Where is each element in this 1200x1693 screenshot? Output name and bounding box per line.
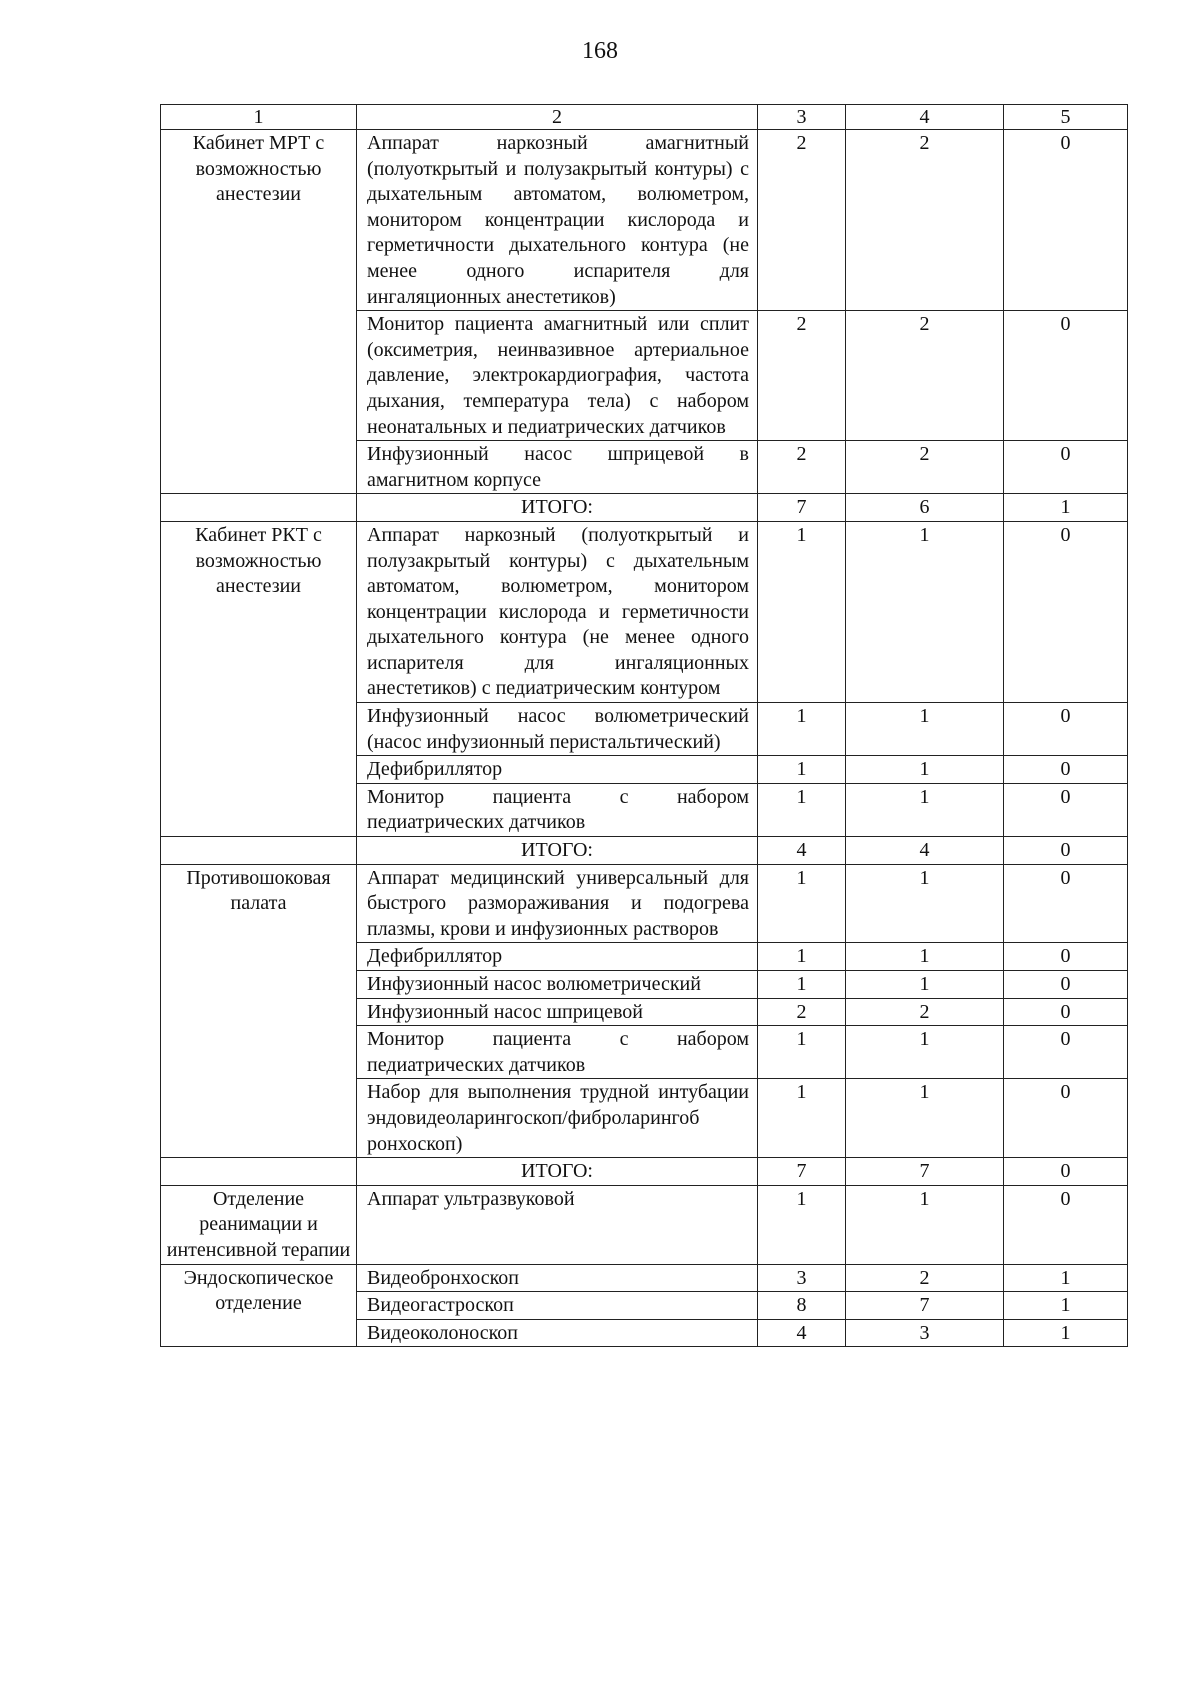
equipment-name: Дефибриллятор [357,943,758,971]
equipment-name: Видеогастроскоп [357,1292,758,1320]
header-col-1: 1 [161,105,357,130]
qty-col-3: 4 [758,1319,846,1347]
equipment-name: Видеоколоноскоп [357,1319,758,1347]
section-name-ct: Кабинет РКТ с возможностью анестезии [161,521,357,836]
total-label: ИТОГО: [357,1158,758,1186]
total-col-3: 4 [758,837,846,865]
qty-col-3: 1 [758,864,846,943]
qty-col-5: 0 [1004,130,1128,311]
qty-col-4: 1 [846,1185,1004,1264]
qty-col-4: 7 [846,1292,1004,1320]
equipment-name: Аппарат наркозный амагнитный (полуоткрытый и полузакрытый контуры) с дыхательным автоматом, волюметром, монитором концентрации кислорода и герметичности дыхательного контура (не менее одного испарителя для ингаляционных анестетиков) [357,130,758,311]
qty-col-4: 3 [846,1319,1004,1347]
qty-col-5: 0 [1004,864,1128,943]
qty-col-4: 2 [846,311,1004,441]
table-row [161,1264,1128,1292]
qty-col-5: 0 [1004,311,1128,441]
header-col-4: 4 [846,105,1004,130]
qty-col-4: 1 [846,943,1004,971]
qty-col-3: 1 [758,703,846,756]
equipment-name: Инфузионный насос шприцевой в амагнитном корпусе [357,441,758,494]
equipment-table [160,104,1128,1347]
qty-col-3: 1 [758,943,846,971]
table-row [161,864,1128,943]
qty-col-3: 1 [758,1185,846,1264]
total-col-4: 4 [846,837,1004,865]
qty-col-3: 1 [758,783,846,836]
qty-col-4: 1 [846,756,1004,784]
qty-col-4: 1 [846,864,1004,943]
qty-col-5: 1 [1004,1264,1128,1292]
section-name-anti-shock-ward: Противошоковая палата [161,864,357,1158]
total-col-3: 7 [758,1158,846,1186]
equipment-name: Дефибриллятор [357,756,758,784]
qty-col-3: 1 [758,1079,846,1158]
qty-col-5: 0 [1004,998,1128,1026]
equipment-name: Аппарат наркозный (полуоткрытый и полузакрытый контуры) с дыхательным автоматом, волюметром, монитором концентрации кислорода и герметичности дыхательного контура (не менее одного испарителя для ингаляционных анестетиков) с педиатрическим контуром [357,521,758,702]
total-row [161,1158,1128,1186]
qty-col-4: 1 [846,521,1004,702]
total-col-5: 0 [1004,1158,1128,1186]
header-row [161,105,1128,130]
qty-col-4: 1 [846,1079,1004,1158]
total-row [161,494,1128,522]
qty-col-5: 1 [1004,1319,1128,1347]
qty-col-4: 1 [846,783,1004,836]
qty-col-5: 0 [1004,943,1128,971]
qty-col-4: 1 [846,703,1004,756]
qty-col-4: 2 [846,1264,1004,1292]
qty-col-3: 2 [758,441,846,494]
total-col-5: 0 [1004,837,1128,865]
total-label: ИТОГО: [357,494,758,522]
total-col-5: 1 [1004,494,1128,522]
total-blank-cell [161,1158,357,1186]
qty-col-5: 1 [1004,1292,1128,1320]
equipment-name: Монитор пациента с набором педиатрических датчиков [357,783,758,836]
equipment-name: Видеобронхоскоп [357,1264,758,1292]
table-row [161,521,1128,702]
total-col-4: 6 [846,494,1004,522]
qty-col-3: 1 [758,756,846,784]
equipment-name: Инфузионный насос волюметрический (насос инфузионный перистальтический) [357,703,758,756]
total-col-4: 7 [846,1158,1004,1186]
table-row [161,130,1128,311]
equipment-name: Монитор пациента амагнитный или сплит (оксиметрия, неинвазивное артериальное давление, электрокардиография, частота дыхания, температура тела) с набором неонатальных и педиатрических датчиков [357,311,758,441]
total-col-3: 7 [758,494,846,522]
qty-col-3: 2 [758,998,846,1026]
total-label: ИТОГО: [357,837,758,865]
equipment-name: Монитор пациента с набором педиатрических датчиков [357,1026,758,1079]
qty-col-5: 0 [1004,1026,1128,1079]
qty-col-4: 2 [846,130,1004,311]
equipment-name: Аппарат медицинский универсальный для быстрого размораживания и подогрева плазмы, крови и инфузионных растворов [357,864,758,943]
qty-col-5: 0 [1004,1079,1128,1158]
header-col-5: 5 [1004,105,1128,130]
total-blank-cell [161,837,357,865]
qty-col-3: 3 [758,1264,846,1292]
qty-col-3: 2 [758,130,846,311]
qty-col-4: 1 [846,971,1004,999]
qty-col-5: 0 [1004,1185,1128,1264]
qty-col-4: 1 [846,1026,1004,1079]
qty-col-4: 2 [846,441,1004,494]
qty-col-3: 8 [758,1292,846,1320]
qty-col-3: 1 [758,1026,846,1079]
header-col-2: 2 [357,105,758,130]
equipment-name: Инфузионный насос волюметрический [357,971,758,999]
header-col-3: 3 [758,105,846,130]
qty-col-5: 0 [1004,971,1128,999]
section-name-mri: Кабинет МРТ с возможностью анестезии [161,130,357,494]
section-name-icu: Отделение реанимации и интенсивной терапии [161,1185,357,1264]
qty-col-4: 2 [846,998,1004,1026]
qty-col-5: 0 [1004,756,1128,784]
equipment-name: Инфузионный насос шприцевой [357,998,758,1026]
qty-col-3: 1 [758,521,846,702]
qty-col-3: 2 [758,311,846,441]
qty-col-5: 0 [1004,521,1128,702]
total-row [161,837,1128,865]
qty-col-3: 1 [758,971,846,999]
section-name-endoscopy: Эндоскопическое отделение [161,1264,357,1347]
qty-col-5: 0 [1004,441,1128,494]
qty-col-5: 0 [1004,783,1128,836]
equipment-name: Аппарат ультразвуковой [357,1185,758,1264]
equipment-name: Набор для выполнения трудной интубации эндовидеоларингоскоп/фиброларингоб ронхоскоп) [357,1079,758,1158]
total-blank-cell [161,494,357,522]
qty-col-5: 0 [1004,703,1128,756]
page-number: 168 [582,38,618,64]
table-row [161,1185,1128,1264]
